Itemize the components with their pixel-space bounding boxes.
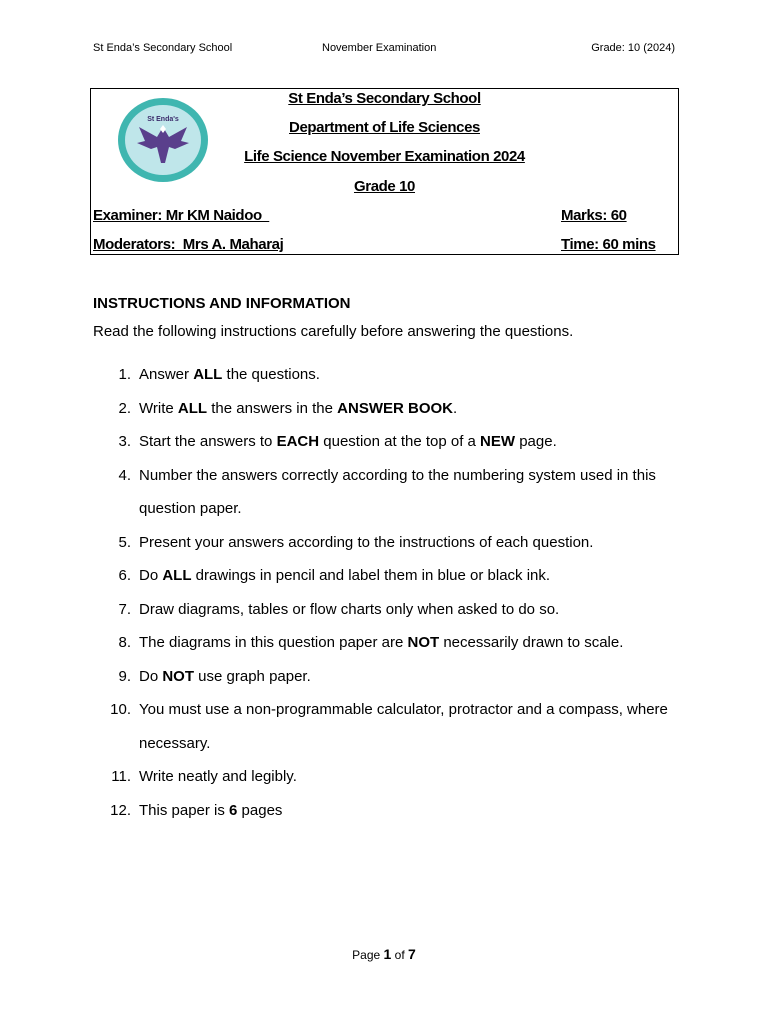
page-footer: [0, 946, 768, 962]
instruction-text: pages: [237, 801, 283, 819]
instruction-text: Write: [139, 399, 178, 417]
instruction-text: question at the top of a: [319, 433, 481, 450]
instruction-text: You must use a non-programmable calculator, protractor and a compass, where necessary.: [139, 701, 668, 752]
instruction-item: [93, 358, 683, 392]
marks-label: Marks: 60: [561, 207, 627, 224]
instruction-number: 6.: [118, 567, 131, 584]
header-school-name: St Enda’s Secondary School: [93, 42, 233, 54]
moderators-row: [93, 236, 658, 256]
examiner-label: Examiner: Mr KM Naidoo: [93, 207, 270, 224]
running-header: [93, 42, 675, 58]
instruction-emphasis: NOT: [407, 634, 440, 651]
instruction-emphasis: EACH: [276, 433, 320, 450]
instruction-emphasis: ALL: [162, 567, 192, 584]
instruction-emphasis: ANSWER BOOK: [337, 399, 453, 417]
instruction-emphasis: NOT: [162, 667, 195, 685]
footer-of-label: of: [394, 948, 405, 962]
footer-current-page: 1: [383, 946, 392, 962]
instruction-number: 10.: [110, 701, 131, 718]
instruction-text: Do: [139, 567, 163, 584]
instructions-intro: Read the following instructions carefully before answering the questions.: [93, 323, 574, 340]
instruction-item: [93, 526, 683, 560]
header-exam-name: November Examination: [322, 42, 437, 54]
instruction-item: [93, 660, 683, 694]
instructions-list: [93, 358, 683, 827]
instruction-number: 3.: [118, 433, 131, 450]
instruction-item: [93, 626, 683, 660]
instruction-item: [93, 593, 683, 627]
title-box: [90, 88, 679, 255]
logo-text: St Enda's: [147, 116, 179, 123]
instruction-text: This paper is: [139, 801, 230, 819]
instruction-emphasis: NEW: [480, 433, 516, 450]
instruction-text: Draw diagrams, tables or flow charts only when asked to do so.: [139, 600, 560, 618]
instruction-item: [93, 559, 683, 593]
instruction-text: Start the answers to: [139, 433, 277, 450]
instruction-number: 5.: [118, 533, 131, 551]
instruction-number: 12.: [110, 801, 131, 819]
school-logo: [117, 97, 209, 183]
instruction-text: the answers in the: [207, 399, 338, 417]
instruction-number: 1.: [118, 366, 131, 383]
instruction-emphasis: 6: [229, 801, 238, 819]
instruction-text: page.: [515, 433, 557, 450]
grade-title: Grade 10: [353, 178, 415, 195]
instruction-number: 8.: [118, 634, 131, 651]
department-title: Department of Life Sciences: [289, 119, 480, 136]
instruction-item: [93, 693, 683, 760]
instruction-text: Do: [139, 667, 163, 685]
examiner-row: [93, 207, 658, 227]
footer-page-label: Page: [352, 948, 381, 962]
instruction-text: Answer: [139, 366, 194, 383]
instruction-item: [93, 459, 683, 526]
instructions-heading: INSTRUCTIONS AND INFORMATION: [93, 295, 351, 312]
instruction-text: drawings in pencil and label them in blue or black ink.: [191, 567, 551, 584]
instruction-number: 4.: [118, 466, 131, 484]
instruction-text: .: [453, 399, 458, 417]
exam-title: Life Science November Examination 2024: [244, 148, 525, 165]
time-label: Time: 60 mins: [561, 236, 656, 253]
instruction-number: 2.: [118, 399, 131, 417]
instruction-number: 9.: [118, 667, 131, 685]
instruction-text: The diagrams in this question paper are: [139, 634, 408, 651]
instruction-text: Present your answers according to the instructions of each question.: [139, 533, 594, 551]
school-name-title: St Enda’s Secondary School: [288, 90, 481, 107]
footer-total-pages: 7: [408, 946, 416, 962]
instruction-item: [93, 794, 683, 828]
instruction-text: use graph paper.: [194, 667, 311, 685]
header-grade: Grade: 10 (2024): [591, 42, 675, 54]
moderators-label: Moderators: Mrs A. Maharaj: [93, 236, 284, 253]
instruction-emphasis: ALL: [177, 399, 208, 417]
instruction-text: necessarily drawn to scale.: [439, 634, 624, 651]
instruction-emphasis: ALL: [193, 366, 223, 383]
instruction-number: 11.: [111, 768, 131, 785]
instruction-number: 7.: [118, 600, 131, 618]
instruction-item: [93, 392, 683, 426]
instruction-item: [93, 425, 683, 459]
instruction-text: Number the answers correctly according to the numbering system used in this question paper.: [139, 466, 656, 517]
instruction-item: [93, 760, 683, 794]
instruction-text: the questions.: [222, 366, 320, 383]
instruction-text: Write neatly and legibly.: [139, 768, 297, 785]
